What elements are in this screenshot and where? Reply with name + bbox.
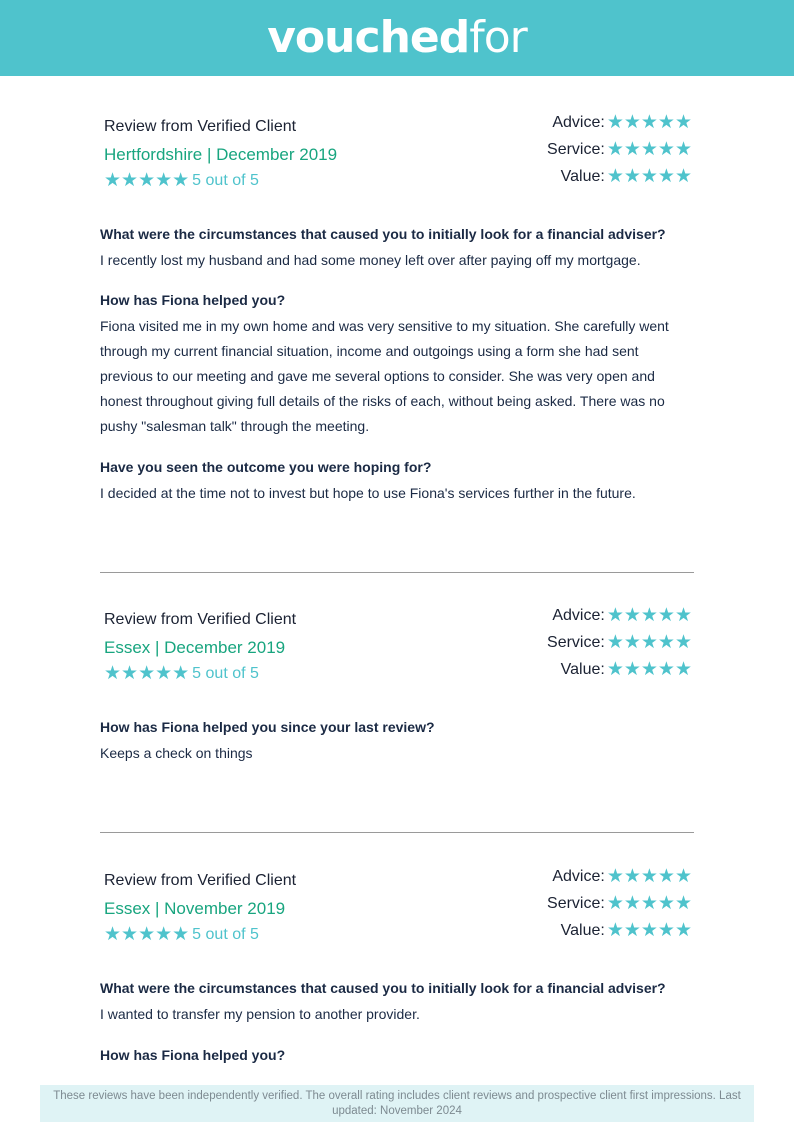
rating-value — [547, 163, 692, 190]
qa-block-3-2 — [100, 1045, 694, 1065]
rating-label-value: Value: — [560, 921, 605, 939]
vouchedfor-logo[interactable] — [267, 12, 527, 63]
qa-block-1-3 — [100, 457, 694, 506]
reviewer-label: Review from Verified Client — [104, 611, 297, 628]
qa-block-1-1 — [100, 224, 694, 273]
overall-stars-icon: ★★★★★ — [104, 170, 190, 191]
reviewer-label: Review from Verified Client — [104, 872, 297, 889]
overall-score: 5 out of 5 — [192, 925, 259, 943]
rating-label-advice: Advice: — [552, 606, 605, 624]
review-location-date: Hertfordshire | December 2019 — [104, 145, 338, 164]
overall-stars-icon: ★★★★★ — [104, 924, 190, 945]
review-location-date: Essex | December 2019 — [104, 638, 286, 657]
qa-block-2-1 — [100, 717, 694, 766]
review-answer: I recently lost my husband and had some money left over after paying off my mortgage. — [100, 252, 641, 268]
rating-label-value: Value: — [560, 660, 605, 678]
logo-text-for: for — [469, 12, 527, 63]
footer-text: These reviews have been independently verified. The overall rating includes client reviews and prospective client first impressions. Last updated: November 2024 — [53, 1089, 741, 1117]
star-rating-icon: ★★★★★ — [606, 893, 692, 914]
logo-text-vouched: vouched — [267, 12, 470, 63]
rating-advice — [547, 863, 692, 890]
qa-block-1-2 — [100, 290, 694, 439]
review-question: How has Fiona helped you? — [100, 1047, 286, 1063]
star-rating-icon: ★★★★★ — [606, 605, 692, 626]
rating-advice — [547, 109, 692, 136]
review-question: How has Fiona helped you? — [100, 292, 286, 308]
overall-score: 5 out of 5 — [192, 171, 259, 189]
rating-advice — [547, 602, 692, 629]
rating-service — [547, 629, 692, 656]
review-divider — [100, 832, 694, 833]
review-answer: I wanted to transfer my pension to another provider. — [100, 1006, 420, 1022]
review-question: What were the circumstances that caused you to initially look for a financial adviser? — [100, 980, 666, 996]
qa-block-3-1 — [100, 978, 694, 1027]
review-answer: I decided at the time not to invest but hope to use Fiona's services further in the future. — [100, 485, 636, 501]
rating-label-advice: Advice: — [552, 113, 605, 131]
review-location-date: Essex | November 2019 — [104, 899, 286, 918]
star-rating-icon: ★★★★★ — [606, 632, 692, 653]
review-answer: Fiona visited me in my own home and was very sensitive to my situation. She carefully went through my current financial situation, income and outgoings using a form she had sent previous to our meeting and gave me several options to consider. She was very open and honest throughout giving full details of the risks of each, without being asked. There was no pushy "salesman talk" through the meeting. — [100, 318, 669, 434]
star-rating-icon: ★★★★★ — [606, 659, 692, 680]
rating-service — [547, 136, 692, 163]
verification-footer — [40, 1085, 754, 1122]
rating-label-advice: Advice: — [552, 867, 605, 885]
rating-label-service: Service: — [547, 894, 605, 912]
overall-rating — [104, 925, 259, 944]
overall-score: 5 out of 5 — [192, 664, 259, 682]
rating-service — [547, 890, 692, 917]
rating-label-value: Value: — [560, 167, 605, 185]
star-rating-icon: ★★★★★ — [606, 866, 692, 887]
category-ratings — [547, 109, 692, 190]
rating-value — [547, 656, 692, 683]
overall-rating — [104, 664, 259, 683]
star-rating-icon: ★★★★★ — [606, 166, 692, 187]
reviewer-label: Review from Verified Client — [104, 118, 297, 135]
rating-value — [547, 917, 692, 944]
category-ratings — [547, 863, 692, 944]
overall-rating — [104, 171, 259, 190]
review-answer: Keeps a check on things — [100, 745, 253, 761]
star-rating-icon: ★★★★★ — [606, 112, 692, 133]
header-bar — [0, 0, 794, 76]
star-rating-icon: ★★★★★ — [606, 139, 692, 160]
review-question: How has Fiona helped you since your last review? — [100, 719, 435, 735]
rating-label-service: Service: — [547, 140, 605, 158]
rating-label-service: Service: — [547, 633, 605, 651]
review-divider — [100, 572, 694, 573]
review-question: What were the circumstances that caused you to initially look for a financial adviser? — [100, 226, 666, 242]
review-question: Have you seen the outcome you were hoping for? — [100, 459, 432, 475]
overall-stars-icon: ★★★★★ — [104, 663, 190, 684]
star-rating-icon: ★★★★★ — [606, 920, 692, 941]
category-ratings — [547, 602, 692, 683]
